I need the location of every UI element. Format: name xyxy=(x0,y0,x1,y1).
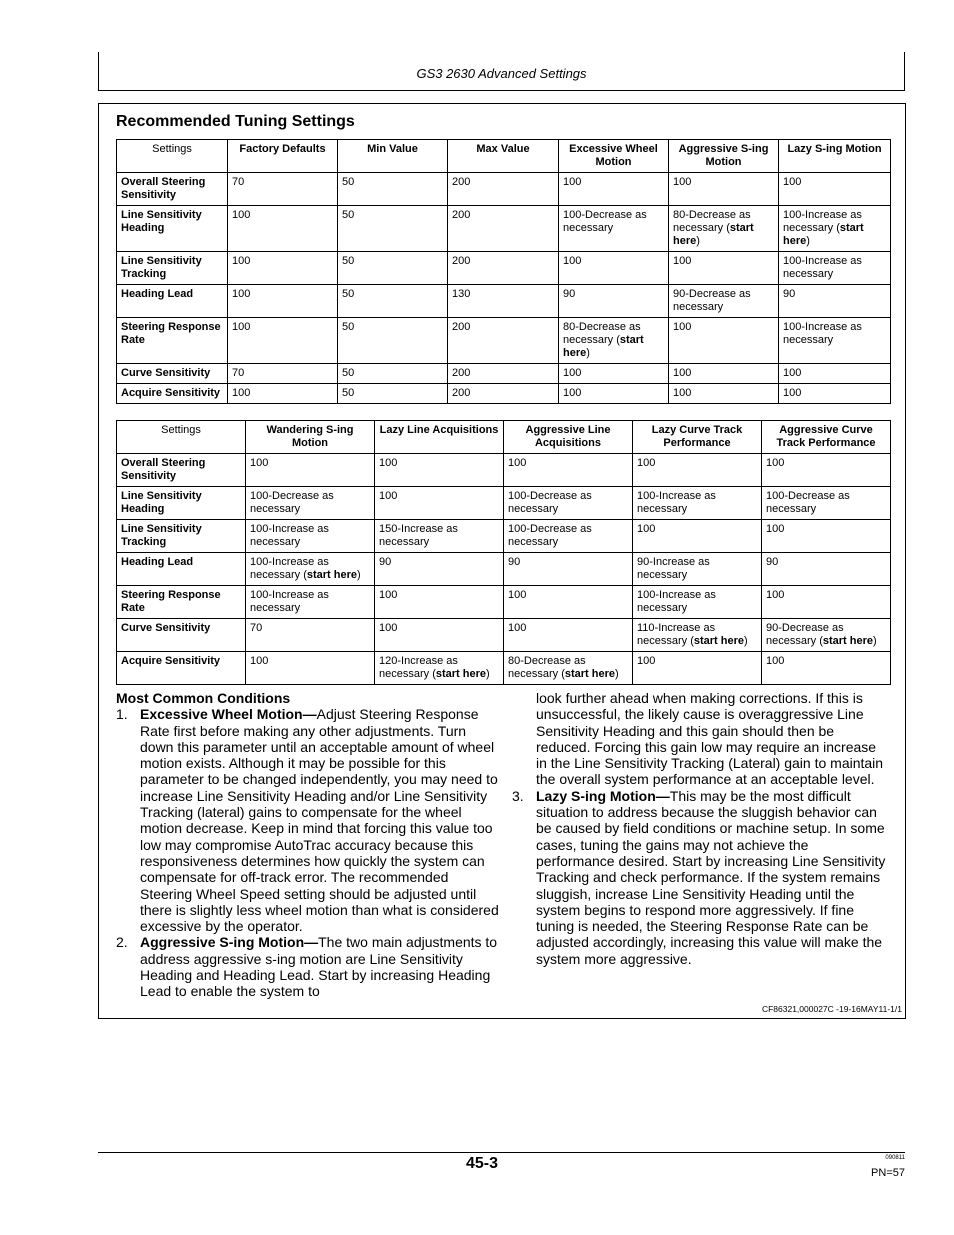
table-cell: 150-Increase as necessary xyxy=(375,520,504,553)
header-rule-bottom xyxy=(98,90,905,91)
table-cell: 100 xyxy=(246,454,375,487)
table-cell: 100 xyxy=(504,619,633,652)
table-row xyxy=(117,252,891,285)
table-header: Excessive Wheel Motion xyxy=(559,140,669,173)
footer-code: 090811 xyxy=(885,1155,905,1161)
table-cell: 200 xyxy=(448,364,559,384)
header-title: GS3 2630 Advanced Settings xyxy=(416,66,587,81)
table-cell: 90 xyxy=(504,553,633,586)
row-header-cell: Curve Sensitivity xyxy=(117,619,246,652)
table-cell: 100 xyxy=(228,285,338,318)
table-cell: 100 xyxy=(559,364,669,384)
conditions-heading: Most Common Conditions xyxy=(116,690,291,706)
table-cell: 50 xyxy=(338,206,448,252)
table-cell: 100 xyxy=(559,173,669,206)
table-row xyxy=(117,206,891,252)
table-cell: 100-Decrease as necessary xyxy=(559,206,669,252)
row-header-cell: Heading Lead xyxy=(117,553,246,586)
table-cell: 100 xyxy=(228,252,338,285)
row-header-cell: Heading Lead xyxy=(117,285,228,318)
table-cell: 100 xyxy=(228,318,338,364)
table-header: Settings xyxy=(117,140,228,173)
condition-item-1 xyxy=(116,706,501,934)
table-cell: 100 xyxy=(762,652,891,685)
table-cell: 130 xyxy=(448,285,559,318)
table-cell: 70 xyxy=(228,173,338,206)
table-cell: 100 xyxy=(669,364,779,384)
table-cell: 50 xyxy=(338,252,448,285)
table-cell: 100-Decrease as necessary xyxy=(504,487,633,520)
table-cell: 100-Increase as necessary (start here) xyxy=(246,553,375,586)
condition-label: Excessive Wheel Motion— xyxy=(140,706,317,723)
table-cell: 100 xyxy=(559,384,669,404)
condition-label: Aggressive S-ing Motion— xyxy=(140,934,319,951)
table-cell: 80-Decrease as necessary (start here) xyxy=(559,318,669,364)
condition-number: 1. xyxy=(116,706,128,723)
reference-code: CF86321,000027C -19-16MAY11-1/1 xyxy=(761,1004,902,1014)
table-header: Max Value xyxy=(448,140,559,173)
row-header-cell: Overall Steering Sensitivity xyxy=(117,454,246,487)
table-cell: 100 xyxy=(762,454,891,487)
table-cell: 70 xyxy=(228,364,338,384)
table-cell: 120-Increase as necessary (start here) xyxy=(375,652,504,685)
table-cell: 100-Decrease as necessary xyxy=(246,487,375,520)
table-cell: 100 xyxy=(633,454,762,487)
table-cell: 70 xyxy=(246,619,375,652)
condition-item-2-continued xyxy=(512,690,888,788)
table-cell: 200 xyxy=(448,384,559,404)
table-cell: 200 xyxy=(448,173,559,206)
table-row xyxy=(117,318,891,364)
table-cell: 50 xyxy=(338,364,448,384)
table-cell: 50 xyxy=(338,285,448,318)
table-cell: 100-Increase as necessary xyxy=(633,487,762,520)
condition-number: 3. xyxy=(512,787,524,804)
tuning-table-2 xyxy=(116,420,891,685)
table-header: Wandering S-ing Motion xyxy=(246,421,375,454)
table-row xyxy=(117,520,891,553)
table-header: Lazy Line Acquisitions xyxy=(375,421,504,454)
table-cell: 100 xyxy=(559,252,669,285)
table-header: Aggressive Curve Track Performance xyxy=(762,421,891,454)
table-cell: 100 xyxy=(779,173,891,206)
table-cell: 90-Decrease as necessary (start here) xyxy=(762,619,891,652)
table-cell: 90-Decrease as necessary xyxy=(669,285,779,318)
table-cell: 100 xyxy=(762,520,891,553)
table-cell: 50 xyxy=(338,384,448,404)
condition-label: Lazy S-ing Motion— xyxy=(536,787,670,804)
table-cell: 100-Decrease as necessary xyxy=(762,487,891,520)
table-cell: 90-Increase as necessary xyxy=(633,553,762,586)
row-header-cell: Curve Sensitivity xyxy=(117,364,228,384)
table-cell: 100 xyxy=(504,586,633,619)
section-title: Recommended Tuning Settings xyxy=(116,113,355,130)
table-cell: 100 xyxy=(375,487,504,520)
condition-item-3 xyxy=(512,788,888,967)
table-cell: 90 xyxy=(779,285,891,318)
table-row xyxy=(117,586,891,619)
page-number: 45-3 xyxy=(466,1155,499,1172)
table-cell: 100 xyxy=(762,586,891,619)
table-cell: 100 xyxy=(669,318,779,364)
row-header-cell: Overall Steering Sensitivity xyxy=(117,173,228,206)
table-cell: 100-Increase as necessary xyxy=(779,318,891,364)
row-header-cell: Line Sensitivity Heading xyxy=(117,206,228,252)
table-cell: 100 xyxy=(375,586,504,619)
table-cell: 100-Increase as necessary xyxy=(246,586,375,619)
table-cell: 110-Increase as necessary (start here) xyxy=(633,619,762,652)
table-row xyxy=(117,173,891,206)
table-row xyxy=(117,652,891,685)
table-cell: 100-Decrease as necessary xyxy=(504,520,633,553)
row-header-cell: Line Sensitivity Tracking xyxy=(117,252,228,285)
table-header: Min Value xyxy=(338,140,448,173)
table-cell: 100 xyxy=(228,384,338,404)
table-cell: 100 xyxy=(246,652,375,685)
condition-number: 2. xyxy=(116,934,128,951)
table-cell: 100 xyxy=(375,619,504,652)
row-header-cell: Steering Response Rate xyxy=(117,586,246,619)
condition-item-2 xyxy=(116,934,501,999)
table-cell: 80-Decrease as necessary (start here) xyxy=(504,652,633,685)
table-header: Aggressive Line Acquisitions xyxy=(504,421,633,454)
table-cell: 90 xyxy=(375,553,504,586)
table-cell: 100 xyxy=(633,520,762,553)
tuning-table-1 xyxy=(116,139,891,404)
condition-text: Adjust Steering Response Rate first before making any other adjustments. Turn down this parameter until an acceptable amount of wheel motion exists. Although it may be possible for this parameter to be changed independently, you may need to increase Line Sensitivity Heading and/or Line Sensitivity Tracking (lateral) gains to compensate for the wheel motion decrease. Keep in mind that forcing this value too low may compromise AutoTrac accuracy because this responsiveness determines how quickly the system can compensate for off-track error. The recommended Steering Wheel Speed setting should be adjusted until there is slightly less wheel motion than what is considered excessive by the operator. xyxy=(140,706,499,935)
table-cell: 100 xyxy=(669,384,779,404)
table-header-row xyxy=(117,421,891,454)
footer-rule xyxy=(98,1152,905,1153)
table-cell: 100 xyxy=(779,384,891,404)
table-row xyxy=(117,384,891,404)
table-cell: 50 xyxy=(338,173,448,206)
table-row xyxy=(117,619,891,652)
table-row xyxy=(117,487,891,520)
conditions-right-column xyxy=(512,690,888,967)
table-row xyxy=(117,285,891,318)
table-cell: 80-Decrease as necessary (start here) xyxy=(669,206,779,252)
table-cell: 200 xyxy=(448,252,559,285)
table-cell: 90 xyxy=(762,553,891,586)
table-header: Factory Defaults xyxy=(228,140,338,173)
table-cell: 100 xyxy=(669,252,779,285)
row-header-cell: Acquire Sensitivity xyxy=(117,652,246,685)
table-cell: 100-Increase as necessary xyxy=(246,520,375,553)
table-cell: 100 xyxy=(633,652,762,685)
table-cell: 100 xyxy=(779,364,891,384)
row-header-cell: Acquire Sensitivity xyxy=(117,384,228,404)
table-header-row xyxy=(117,140,891,173)
table-header: Settings xyxy=(117,421,246,454)
table-row xyxy=(117,454,891,487)
table-header: Lazy S-ing Motion xyxy=(779,140,891,173)
table-cell: 100 xyxy=(228,206,338,252)
condition-text: look further ahead when making corrections. If this is unsuccessful, the likely cause is overaggressive Line Sensitivity Heading and this gain should then be reduced. Forcing this gain low may require an increase in the Line Sensitivity Tracking (Lateral) gain to maintain the overall system performance at an acceptable level. xyxy=(536,690,884,788)
table-cell: 100-Increase as necessary xyxy=(633,586,762,619)
table-cell: 200 xyxy=(448,318,559,364)
row-header-cell: Line Sensitivity Tracking xyxy=(117,520,246,553)
conditions-left-column xyxy=(116,690,501,1000)
table-cell: 100 xyxy=(375,454,504,487)
table-cell: 90 xyxy=(559,285,669,318)
condition-text: This may be the most difficult situation to address because the sluggish behavior can be caused by field conditions or machine setup. In some cases, tuning the gains may not achieve the performance desired. Start by increasing Line Sensitivity Tracking and check performance. If the system remains sluggish, increase Line Sensitivity Heading until the system begins to respond more aggressively. If fine tuning is needed, the Steering Response Rate can be adjusted accordingly, increasing this value will make the system more aggressive. xyxy=(536,787,886,967)
row-header-cell: Steering Response Rate xyxy=(117,318,228,364)
table-cell: 100-Increase as necessary xyxy=(779,252,891,285)
table-header: Lazy Curve Track Performance xyxy=(633,421,762,454)
table-cell: 50 xyxy=(338,318,448,364)
table-cell: 100 xyxy=(504,454,633,487)
table-cell: 100 xyxy=(669,173,779,206)
footer-pn: PN=57 xyxy=(871,1167,905,1179)
condition-text: The two main adjustments to address aggressive s-ing motion are Line Sensitivity Heading and Heading Lead. Start by increasing Heading Lead to enable the system to xyxy=(140,934,498,1000)
table-row xyxy=(117,364,891,384)
table-row xyxy=(117,553,891,586)
table-header: Aggressive S-ing Motion xyxy=(669,140,779,173)
table-cell: 100-Increase as necessary (start here) xyxy=(779,206,891,252)
row-header-cell: Line Sensitivity Heading xyxy=(117,487,246,520)
table-cell: 200 xyxy=(448,206,559,252)
